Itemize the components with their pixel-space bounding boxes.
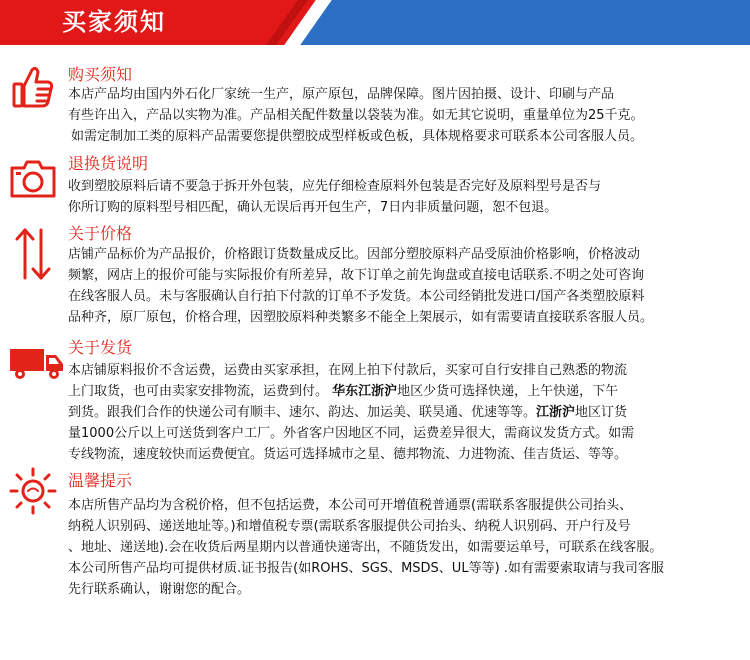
body-line: 频繁，网店上的报价可能与实际报价有所差异，故下订单之前先询盘或直接电话联系.不明之处可咨询 <box>68 268 645 283</box>
section-heading: 购买须知 <box>68 65 133 84</box>
section-heading: 退换货说明 <box>68 154 149 173</box>
body-line <box>68 381 738 402</box>
body-text: 地区订货 <box>575 405 628 420</box>
up-down-arrows-icon <box>8 224 58 284</box>
body-line <box>68 360 738 381</box>
body-text: 量1000公斤以上可送货到客户工厂。外省客户因地区不同，运费差异很大，需商议发货方式。如需 <box>68 426 635 441</box>
body-line: 有些许出入，产品以实物为准。产品相关配件数量以袋装为准。如无其它说明，重量单位为25千克。 <box>68 108 644 123</box>
section-heading: 关于价格 <box>68 224 133 243</box>
section-heading: 关于发货 <box>68 338 133 357</box>
body-line: 先行联系确认，谢谢您的配合。 <box>68 582 251 597</box>
body-line: 、地址、递送地).会在收货后两星期内以普通快递寄出，不随货发出，如需要运单号，可联系在线客服。 <box>68 540 663 555</box>
section-body <box>68 360 738 465</box>
body-line <box>68 402 738 423</box>
body-line: 纳税人识别码、递送地址等。)和增值税专票(需联系客服提供公司抬头、纳税人识别码、开户行及号 <box>68 519 631 534</box>
body-text: 本店铺原料报价不含运费，运费由买家承担，在网上拍下付款后，买家可自行安排自己熟悉的物流 <box>68 363 628 378</box>
body-line <box>68 423 738 444</box>
delivery-truck-icon <box>8 338 64 388</box>
body-line: 本店产品均由国内外石化厂家统一生产，原产原包，品牌保障。图片因拍摄、设计、印刷与产品 <box>68 87 615 102</box>
section-heading: 温馨提示 <box>68 471 133 490</box>
body-text: 上门取货，也可由卖家安排物流，运费到付。 <box>68 384 333 399</box>
section-body <box>68 176 738 218</box>
body-text: 专线物流，速度较快而运费便宜。货运可选择城市之星、德邦物流、力进物流、佳吉货运、等等。 <box>68 447 628 462</box>
body-line: 本店所售产品均为含税价格，但不包括运费，本公司可开增值税普通票(需联系客服提供公司抬头、 <box>68 498 633 513</box>
body-line <box>68 444 738 465</box>
body-line: 店铺产品标价为产品报价，价格跟订货数量成反比。因部分塑胶原料产品受原油价格影响，价格波动 <box>68 247 641 262</box>
thumbs-up-icon <box>8 62 58 112</box>
body-line: 你所订购的原料型号相匹配，确认无误后再开包生产，7日内非质量问题，恕不包退。 <box>68 200 558 215</box>
body-text: 到货。跟我们合作的快递公司有顺丰、速尔、韵达、加运美、联昊通、优速等等。 <box>68 405 537 420</box>
section-body <box>68 244 738 328</box>
highlight-text: 华东江浙沪 <box>332 384 398 399</box>
page-title: 买家须知 <box>62 8 166 36</box>
body-line: 如需定制加工类的原料产品需要您提供塑胶成型样板或色板，具体规格要求可联系本公司客服人员。 <box>71 129 644 144</box>
banner-stripe <box>300 0 750 45</box>
sun-icon <box>8 461 58 515</box>
header-banner <box>0 0 750 45</box>
highlight-text: 江浙沪 <box>536 405 576 420</box>
body-line: 在线客服人员。未与客服确认自行拍下付款的订单不予发货。本公司经销批发进口/国产各类塑胶原料 <box>68 289 645 304</box>
camera-icon <box>8 154 58 204</box>
body-line: 本公司所售产品均可提供材质.证书报告(如ROHS、SGS、MSDS、UL等等) .如有需要索取请与我司客服 <box>68 561 664 576</box>
section-body <box>68 495 738 600</box>
body-line: 品种齐，原厂原包，价格合理，因塑胶原料种类繁多不能全上架展示，如有需要请直接联系客服人员。 <box>68 310 654 325</box>
section-body <box>68 84 738 147</box>
body-text: 地区少货可选择快递，上午快递，下午 <box>397 384 619 399</box>
body-line: 收到塑胶原料后请不要急于拆开外包装，应先仔细检查原料外包装是否完好及原料型号是否与 <box>68 179 602 194</box>
